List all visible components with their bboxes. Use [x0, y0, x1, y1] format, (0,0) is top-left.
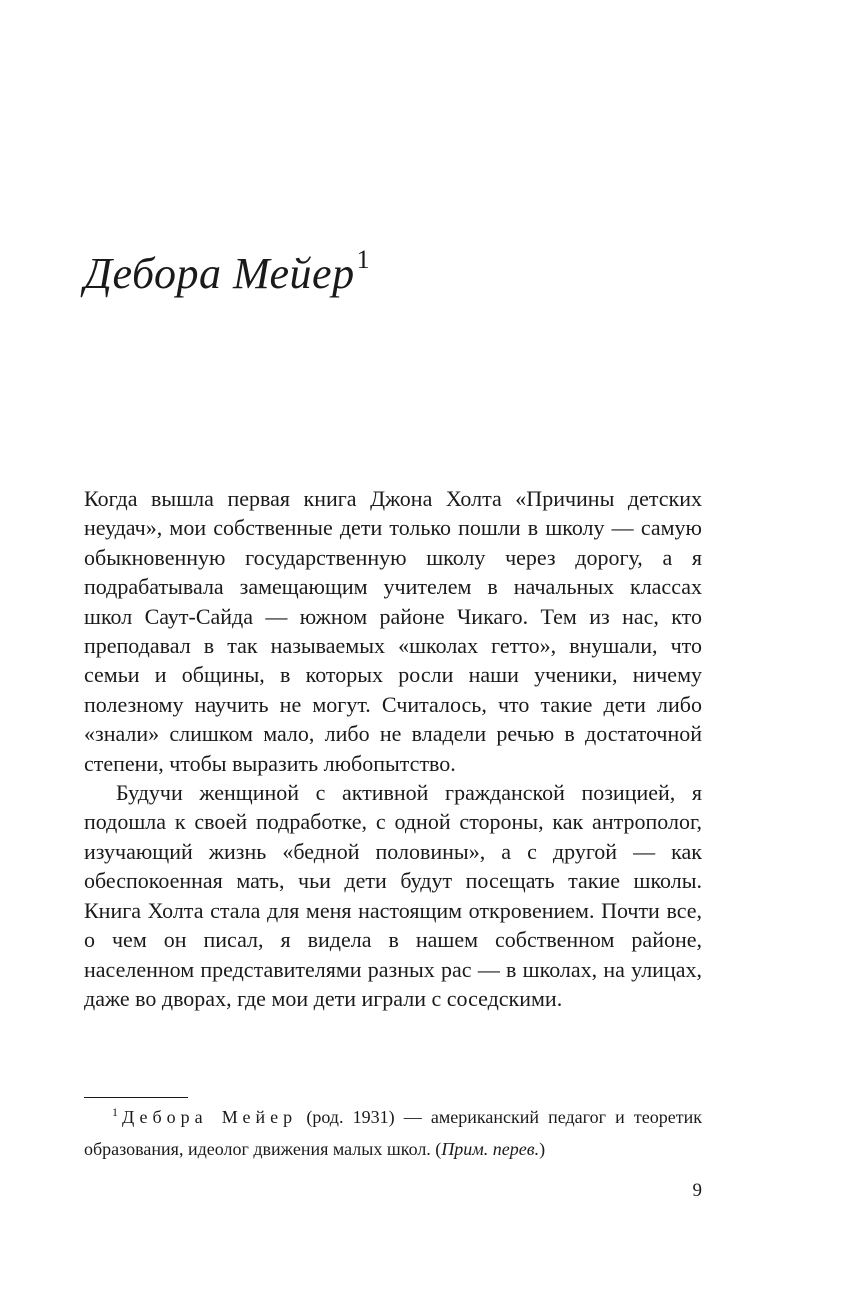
footnote-close: ): [539, 1139, 546, 1159]
footnote-text: (род. 1931) — американский педагог и теоретик образования, идеолог движения малых школ. (: [84, 1107, 703, 1159]
footnote-name: Дебора Мейер: [122, 1107, 298, 1127]
footnote-mark: 1: [112, 1105, 118, 1119]
footnote-translator-note: Прим. перев.: [441, 1139, 540, 1159]
footnote-reference[interactable]: 1: [356, 245, 371, 275]
paragraph-1: Когда вышла первая книга Джона Холта «Причины детских неудач», мои собственные дети только пошли в школу — самую обыкновенную государственную школу через дорогу, а я подрабатывала замещающим учителем в начальных классах школ Саут-Сайда — южном районе Чикаго. Тем из нас, кто преподавал в так называемых «школах гетто», внушали, что семьи и общины, в которых росли наши ученики, ничему полезному научить не могут. Считалось, что такие дети либо «знали» слишком мало, либо не владели речью в достаточной степени, чтобы выразить любопытство.: [84, 486, 702, 776]
page-number: 9: [692, 1180, 702, 1201]
chapter-title-text: Дебора Мейер: [84, 249, 355, 298]
paragraph-2: Будучи женщиной с активной гражданской позицией, я подошла к своей подработке, с одной стороны, как антрополог, изучающий жизнь «бедной половины», а с другой — как обеспокоенная мать, чьи дети будут посещать такие школы. Книга Холта стала для меня настоящим откровением. Почти все, о чем он писал, я видела в нашем собственном районе, населенном представителями разных рас — в школах, на улицах, даже во дворах, где мои дети играли с соседскими.: [84, 780, 702, 1011]
footnote-divider: [84, 1097, 188, 1098]
chapter-title: [84, 245, 371, 298]
body-text: [84, 484, 702, 1013]
footnote: [84, 1102, 702, 1164]
